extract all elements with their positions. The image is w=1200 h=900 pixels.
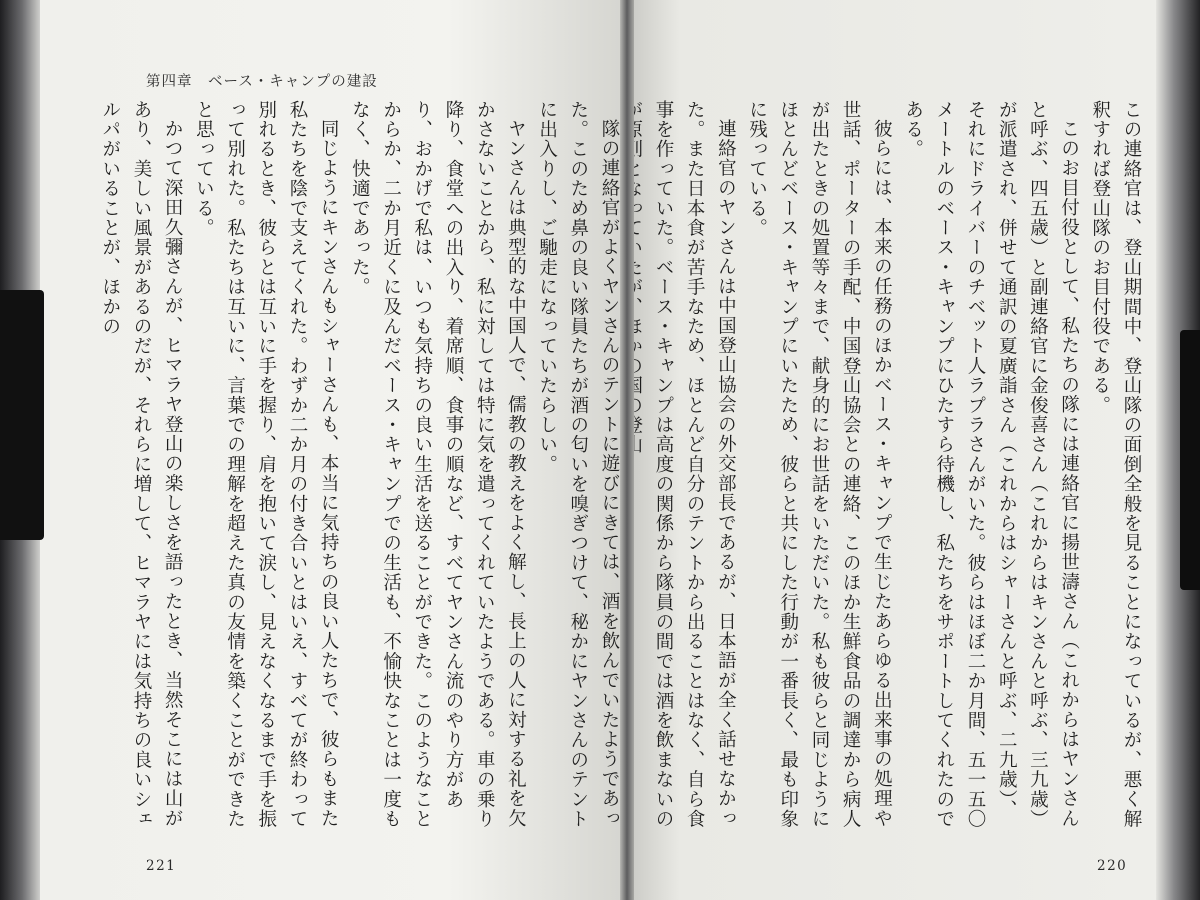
paragraph: 同じようにキンさんもシャーさんも、本当に気持ちの良い人たちで、彼らもまた私たちを陰で支えてくれた。わずか二か月の付き合いとはいえ、すべてが終わって別れるとき、彼らとは互いに手を握り、肩を抱いて涙し、見えなくなるまで手を振って別れた。私たちは互いに、言葉での理解を超えた真の友情を築くことができたと思っている。 [193,100,340,829]
paragraph: この連絡官は、登山期間中、登山隊の面倒全般を見ることになっているが、悪く解釈すれば登山隊のお目付役である。 [1089,100,1142,829]
running-head: 第四章 ベース・キャンプの建設 [146,74,378,90]
book-clip-left [0,290,44,540]
paragraph: このお目付役として、私たちの隊には連絡官に揚世濤さん（これからはヤンさんと呼ぶ、四五歳）と副連絡官に金俊喜さん（これからはキンさんと呼ぶ、三九歳）が派遣され、併せて通訳の夏廣詣さん（これからはシャーさんと呼ぶ、二九歳）、それにドライバーのチベット人ラプラさんがいた。彼らはほぼ二か月間、五一五〇メートルのベース・キャンプにひたすら待機し、私たちをサポートしてくれたのである。 [902,100,1080,829]
paragraph: 隊の連絡官がよくヤンさんのテントに遊びにきては、酒を飲んでいたようであった。このため鼻の良い隊員たちが酒の匂いを嗅ぎつけて、秘かにヤンさんのテントに出入りし、ご馳走になっていたらしい。 [536,100,620,829]
right-page-text [652,100,1147,835]
page-number-right: 220 [1097,858,1128,874]
paragraph: ヤンさんは典型的な中国人で、儒教の教えをよく解し、長上の人に対する礼を欠かさないことから、私に対しては特に気を遣ってくれていたようである。車の乗り降り、食堂への出入り、着席順、食事の順など、すべてヤンさん流のやり方があり、おかげで私は、いつも気持ちの良い生活を送ることができた。このようなことからか、二か月近くに及んだベース・キャンプでの生活も、不愉快なことは一度もなく、快適であった。 [349,100,527,829]
book-gutter [620,0,634,900]
right-page [627,0,1156,900]
left-page [40,0,625,900]
page-number-left: 221 [146,858,177,874]
paragraph: 連絡官のヤンさんは中国登山協会の外交部長であるが、日本語が全く話せなかった。また日本食が苦手なため、ほとんど自分のテントから出ることはなく、自ら食事を作っていた。ベース・キャンプは高度の関係から隊員の間では酒を飲まないの [652,100,737,829]
left-page-text [99,100,625,835]
book-clip-right [1180,330,1200,590]
paragraph: 彼らには、本来の任務のほかベース・キャンプで生じたあらゆる出来事の処理や世話、ポーターの手配、中国登山協会との連絡、このほか生鮮食品の調達から病人が出たときの処置等々まで、献身的にお世話をいただいた。私も彼らと同じようにほとんどベース・キャンプにいたため、彼らと共にした行動が一番長く、最も印象に残っている。 [746,100,893,829]
paragraph: かつて深田久彌さんが、ヒマラヤ登山の楽しさを語ったとき、当然そこには山があり、美しい風景があるのだが、それらに増して、ヒマラヤには気持ちの良いシェルパがいることが、ほかの [99,100,184,829]
